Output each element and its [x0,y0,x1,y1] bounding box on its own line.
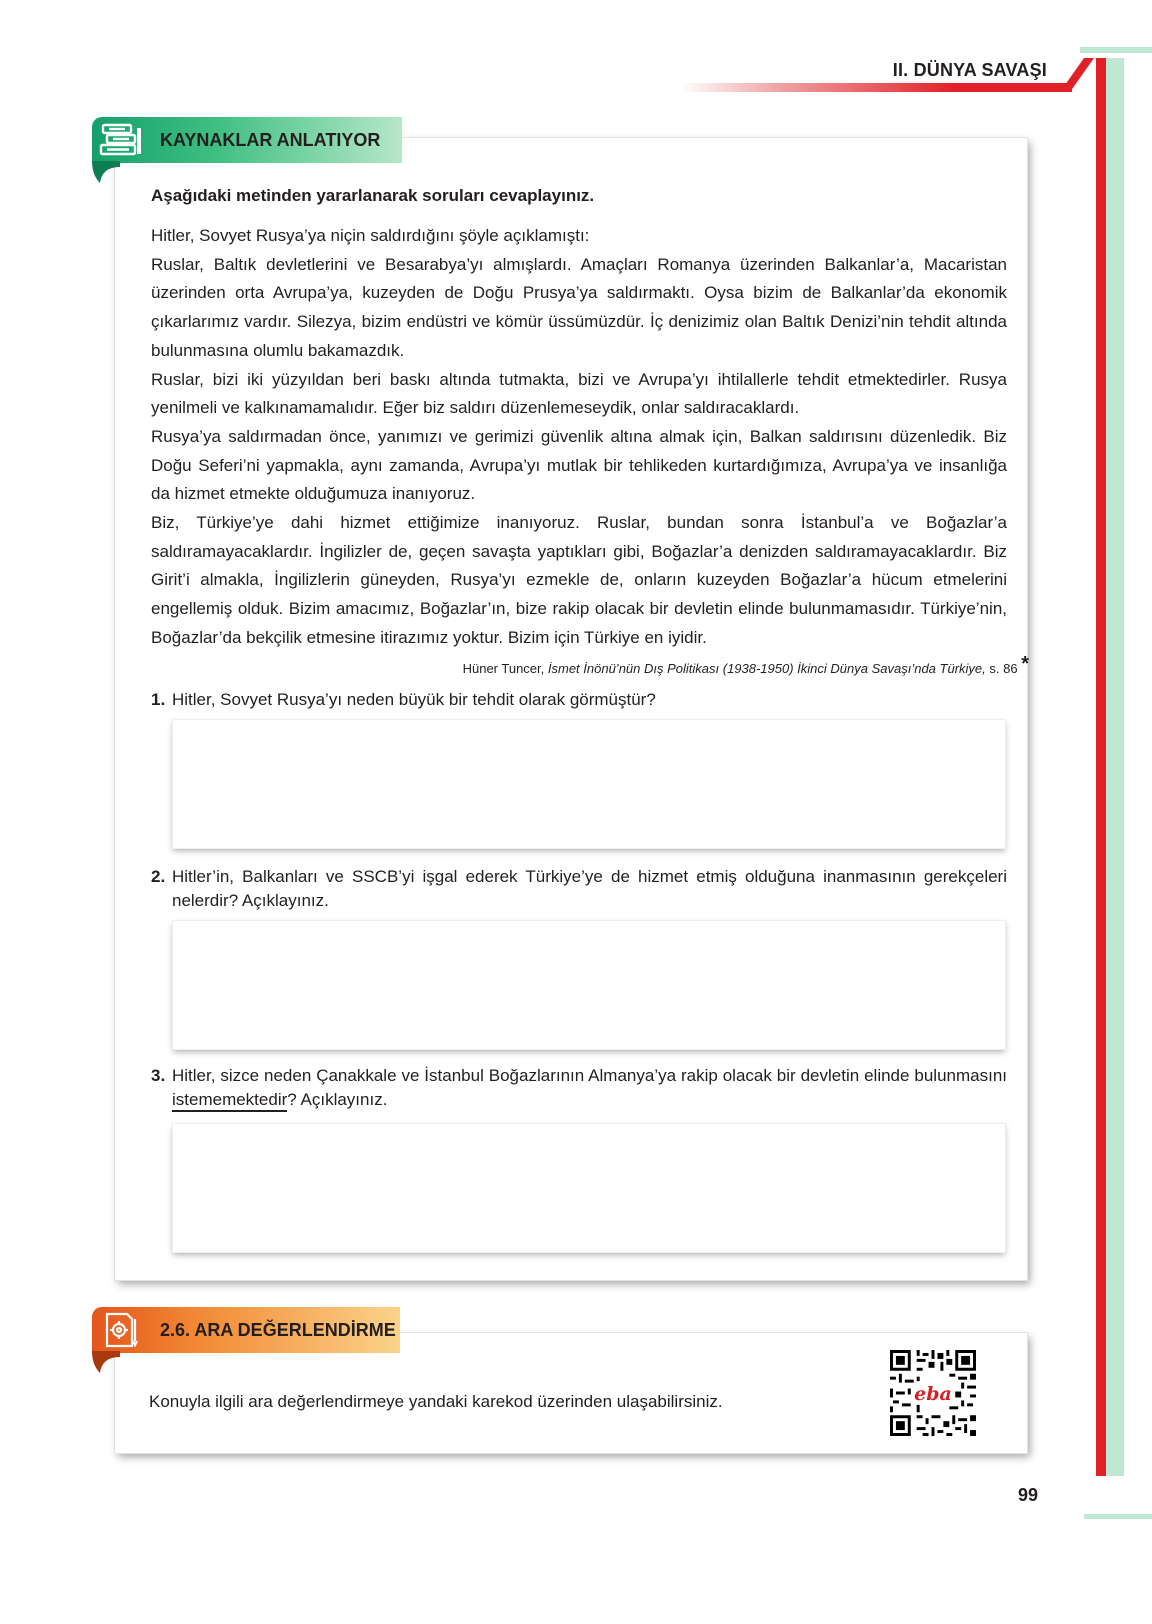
question-text: Hitler’in, Balkanları ve SSCB’yi işgal ederek Türkiye’ye de hizmet etmiş olduğuna inanmasının gerekçeleri nelerdir? Açıklayınız. [172,867,1007,910]
underlined-word: istememektedir [172,1090,287,1112]
question-number: 3. [151,1066,166,1085]
header-red-corner [1060,58,1094,92]
source-paragraph: Ruslar, Baltık devletlerini ve Besarabya’yı almışlardı. Amaçları Romanya üzerinden Balkanlar’a, Macaristan üzerinden orta Avrupa’ya, kuzeyden de Doğu Prusya’ya saldırmaktı. Oysa bizim de Balkanlar’da ekonomik çıkarlarımız vardır. Silezya, bizim endüstri ve kömür üssümüzdür. İç denizimiz olan Baltık Denizi’nin tehdit altında bulunmasına olumlu bakamazdık. [151,254,1007,360]
section-tag-label: KAYNAKLAR ANLATIYOR [160,129,381,150]
section-tag-label: 2.6. ARA DEĞERLENDİRME [160,1319,396,1340]
citation-title: İsmet İnönü’nün Dış Politikası (1938-1950) İkinci Dünya Savaşı’nda Türkiye, [547,661,986,676]
citation [462,653,1029,679]
unit-title: II. DÜNYA SAVAŞI [892,60,1047,80]
source-text [151,222,1007,653]
source-paragraph: Hitler, Sovyet Rusya’ya niçin saldırdığını şöyle açıklamıştı: [151,226,590,245]
citation-star: * [1021,653,1029,675]
eba-qr-code-icon[interactable] [890,1350,976,1436]
question-number: 1. [151,690,166,709]
source-paragraph: Rusya’ya saldırmadan önce, yanımızı ve gerimizi güvenlik altına almak için, Balkan saldırısını düzenledik. Biz Doğu Seferi’ni yapmakla, aynı zamanda, Avrupa’yı mutlak bir tehlikeden kurtardığımıza, Avrupa’ya ve insanlığa da hizmet etmekte olduğumuza inanıyoruz. [151,426,1007,504]
question-text [172,1064,1007,1112]
evaluation-document-icon [92,1307,150,1353]
side-mint-stripe [1106,58,1124,1476]
qr-logo-text: eba [914,1382,952,1405]
footer-mint-stripe [1084,1514,1152,1519]
question-text-part: Hitler, sizce neden Çanakkale ve İstanbul Boğazlarının Almanya’ya rakip olacak bir devletin elinde bulunmasını [172,1066,1007,1085]
citation-page: s. 86 [989,661,1018,676]
answer-box-3[interactable] [173,1124,1005,1252]
source-paragraph: Ruslar, bizi iki yüzyıldan beri baskı altında tutmakta, bizi ve Avrupa’yı ihtilallerle tehdit etmektedirler. Rusya yenilmeli ve kalkınamamalıdır. Eğer biz saldırı düzenlemeseydik, onlar saldıracaklardı. [151,369,1007,418]
question-2 [151,865,1007,913]
source-paragraph: Biz, Türkiye’ye dahi hizmet ettiğimize inanıyoruz. Ruslar, bundan sonra İstanbul’a ve Boğazlar’a saldıramayacaklardır. İngilizler de, geçen savaşta yaptıkları gibi, Boğazlar’a denizden saldıramayacaklardır. Biz Girit’i almakla, İngilizlerin güneyden, Rusya’yı ezmekle de, onların kuzeyden Boğazlar’a hücum etmelerini engellemiş olduk. Bizim amacımız, Boğazlar’ın, bize rakip olacak bir devletin elinde bulunmamasıdır. Türkiye’nin, Boğazlar’da bekçilik etmesine itirazımız yoktur. Bizim için Türkiye en iyidir. [151,513,1007,647]
instruction-text: Aşağıdaki metinden yararlanarak soruları cevaplayınız. [151,186,595,205]
question-1 [151,688,1007,712]
question-number: 2. [151,867,166,886]
books-icon [92,117,150,163]
question-3 [151,1064,1007,1112]
section-tag-evaluation [92,1307,400,1353]
header-mint-stripe [1080,47,1152,53]
answer-box-2[interactable] [173,921,1005,1049]
citation-author: Hüner Tuncer, [462,661,545,676]
section-tag-sources [92,117,402,163]
question-text-part: ? Açıklayınız. [287,1090,388,1109]
header-red-bar [680,83,1072,92]
question-text: Hitler, Sovyet Rusya’yı neden büyük bir tehdit olarak görmüştür? [172,690,656,709]
answer-box-1[interactable] [173,720,1005,848]
page-number: 99 [1018,1485,1039,1505]
tag-fold-decoration [92,1351,120,1373]
evaluation-text: Konuyla ilgili ara değerlendirmeye yandaki karekod üzerinden ulaşabilirsiniz. [149,1392,723,1411]
side-red-stripe [1096,58,1106,1476]
tag-fold-decoration [92,161,120,183]
